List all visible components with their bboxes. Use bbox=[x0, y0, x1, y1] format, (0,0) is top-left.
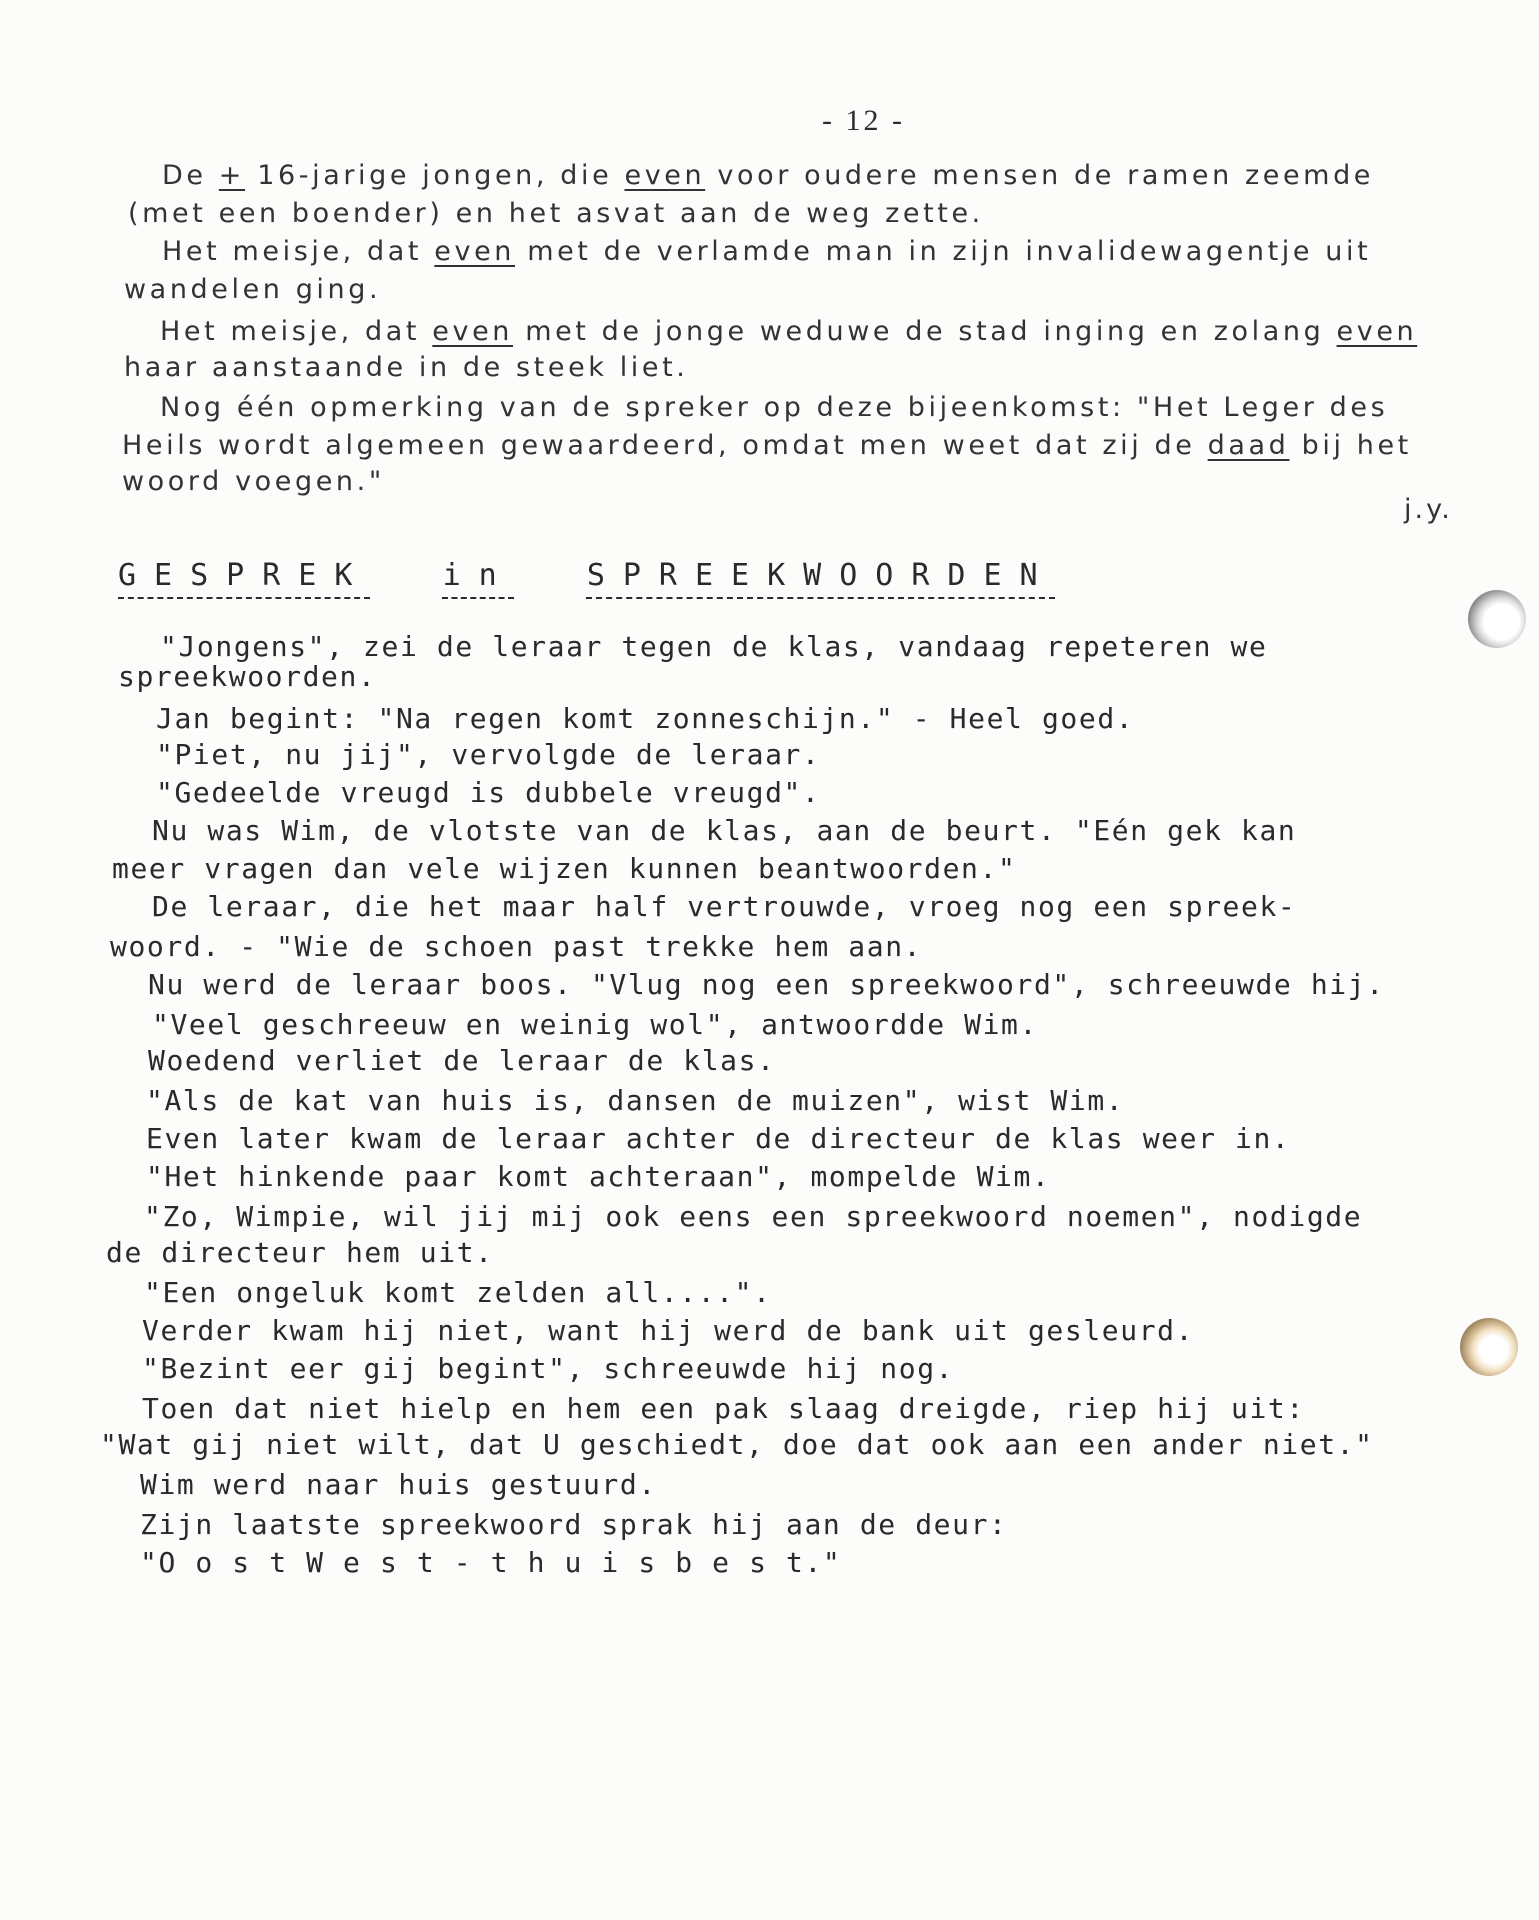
text-line: "Veel geschreeuw en weinig wol", antwoordde Wim. bbox=[152, 1008, 1038, 1041]
text-line: Zijn laatste spreekwoord sprak hij aan de deur: bbox=[140, 1508, 1008, 1541]
text-line bbox=[162, 236, 1371, 267]
author-initials: j.y. bbox=[1404, 494, 1453, 525]
text-line: Nu werd de leraar boos. "Vlug nog een spreekwoord", schreeuwde hij. bbox=[148, 968, 1385, 1001]
text-line bbox=[124, 274, 381, 305]
section-heading bbox=[118, 558, 1056, 593]
text-line: "Piet, nu jij", vervolgde de leraar. bbox=[156, 738, 821, 771]
text-line: Nu was Wim, de vlotste van de klas, aan de beurt. "Eén gek kan bbox=[152, 814, 1297, 847]
text-line bbox=[122, 466, 385, 497]
text-line: "Gedeelde vreugd is dubbele vreugd". bbox=[156, 776, 821, 809]
text-segment: bij het bbox=[1289, 430, 1412, 461]
underlined-word: even bbox=[432, 316, 514, 347]
text-line: Even later kwam de leraar achter de directeur de klas weer in. bbox=[146, 1122, 1291, 1155]
text-segment: woord voegen." bbox=[122, 466, 385, 497]
text-segment: Het meisje, dat bbox=[162, 236, 435, 267]
underlined-word: even bbox=[624, 160, 706, 191]
heading-word: GESPREK bbox=[118, 558, 371, 593]
text-line: spreekwoorden. bbox=[118, 660, 377, 693]
text-segment: met de jonge weduwe de stad inging en zolang bbox=[513, 316, 1337, 347]
punch-hole bbox=[1460, 1318, 1518, 1376]
text-line: "Jongens", zei de leraar tegen de klas, vandaag repeteren we bbox=[160, 630, 1268, 663]
text-line bbox=[162, 160, 1374, 191]
text-segment: wandelen ging. bbox=[124, 274, 382, 305]
text-line bbox=[160, 392, 1388, 423]
heading-word: in bbox=[442, 558, 515, 593]
text-segment: 16-jarige jongen, die bbox=[245, 160, 625, 191]
text-segment: met de verlamde man in zijn invalidewagentje uit bbox=[515, 236, 1372, 267]
text-line: Wim werd naar huis gestuurd. bbox=[140, 1468, 657, 1501]
text-line: "Een ongeluk komt zelden all....". bbox=[144, 1276, 772, 1309]
text-line: Verder kwam hij niet, want hij werd de bank uit gesleurd. bbox=[142, 1314, 1195, 1347]
text-line: de directeur hem uit. bbox=[106, 1236, 494, 1269]
text-line: woord. - "Wie de schoen past trekke hem aan. bbox=[110, 930, 923, 963]
page-number: - 12 - bbox=[822, 104, 905, 137]
punch-hole bbox=[1468, 590, 1526, 648]
text-segment: voor oudere mensen de ramen zeemde bbox=[705, 160, 1375, 191]
underlined-word: even bbox=[434, 236, 516, 267]
text-line: Toen dat niet hielp en hem een pak slaag dreigde, riep hij uit: bbox=[142, 1392, 1305, 1425]
text-line: Woedend verliet de leraar de klas. bbox=[148, 1044, 776, 1077]
text-line: "Als de kat van huis is, dansen de muizen", wist Wim. bbox=[146, 1084, 1125, 1117]
text-segment: Nog één opmerking van de spreker op deze bijeenkomst: "Het Leger des bbox=[160, 392, 1389, 423]
underlined-word: even bbox=[1336, 316, 1418, 347]
text-line: Jan begint: "Na regen komt zonneschijn." - Heel goed. bbox=[156, 702, 1135, 735]
text-line: meer vragen dan vele wijzen kunnen beantwoorden." bbox=[112, 852, 1017, 885]
text-segment: Het meisje, dat bbox=[160, 316, 433, 347]
text-segment: De bbox=[162, 160, 219, 191]
text-line bbox=[124, 352, 688, 383]
text-line bbox=[160, 316, 1417, 347]
text-line: "Het hinkende paar komt achteraan", mompelde Wim. bbox=[146, 1160, 1051, 1193]
text-line: De leraar, die het maar half vertrouwde, vroeg nog een spreek- bbox=[152, 890, 1297, 923]
text-segment: (met een boender) en het asvat aan de weg zette. bbox=[128, 198, 984, 229]
text-segment: haar aanstaande in de steek liet. bbox=[124, 352, 689, 383]
text-line: "Zo, Wimpie, wil jij mij ook eens een spreekwoord noemen", nodigde bbox=[144, 1200, 1363, 1233]
text-line: "Wat gij niet wilt, dat U geschiedt, doe dat ook aan een ander niet." bbox=[100, 1428, 1374, 1461]
text-line: "Bezint eer gij begint", schreeuwde hij nog. bbox=[142, 1352, 955, 1385]
heading-word: SPREEKWOORDEN bbox=[586, 558, 1056, 593]
text-line bbox=[128, 198, 984, 229]
underlined-word: + bbox=[218, 160, 246, 191]
underlined-word: daad bbox=[1207, 430, 1290, 461]
text-line: "O o s t W e s t - t h u i s b e s t." bbox=[140, 1546, 842, 1579]
text-segment: Heils wordt algemeen gewaardeerd, omdat men weet dat zij de bbox=[122, 430, 1208, 461]
text-line bbox=[122, 430, 1412, 461]
